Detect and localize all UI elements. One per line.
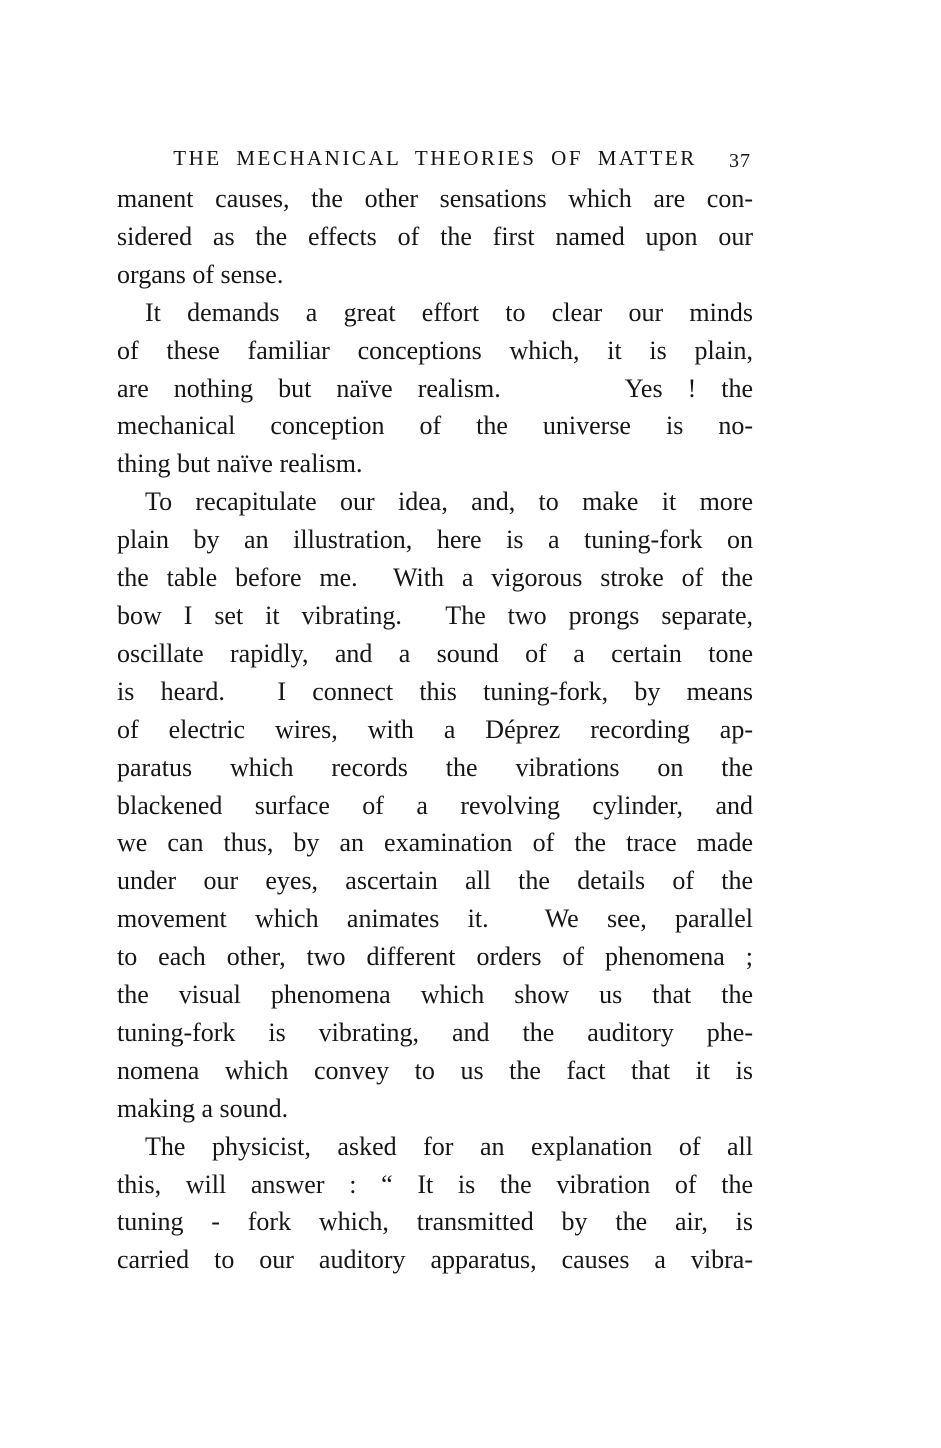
text-line: are nothing but naïve realism. Yes ! the — [117, 373, 753, 403]
text-line: carried to our auditory apparatus, causes a vibra- — [117, 1245, 753, 1275]
text-line: the table before me. With a vigorous stroke of the — [117, 563, 753, 593]
text-line: the visual phenomena which show us that the — [117, 980, 753, 1010]
text-line: of these familiar conceptions which, it is plain, — [117, 335, 753, 365]
text-line: this, will answer : “ It is the vibration of the — [117, 1169, 753, 1199]
text-line: To recapitulate our idea, and, to make it more — [145, 487, 753, 517]
text-line: tuning - fork which, transmitted by the air, is — [117, 1207, 753, 1237]
text-line: under our eyes, ascertain all the details of the — [117, 866, 753, 896]
text-line: blackened surface of a revolving cylinder, and — [117, 790, 753, 820]
text-line: making a sound. — [117, 1093, 289, 1123]
text-line: to each other, two different orders of phenomena ; — [117, 942, 753, 972]
running-header — [117, 146, 753, 174]
text-line: mechanical conception of the universe is no- — [117, 411, 753, 441]
text-line: we can thus, by an examination of the trace made — [117, 828, 753, 858]
text-line: is heard. I connect this tuning-fork, by means — [117, 676, 753, 706]
text-line: oscillate rapidly, and a sound of a certain tone — [117, 638, 753, 668]
text-line: manent causes, the other sensations which are con- — [117, 184, 753, 213]
text-line: movement which animates it. We see, parallel — [117, 904, 753, 934]
text-line: nomena which convey to us the fact that it is — [117, 1055, 753, 1085]
page-number: 37 — [729, 150, 751, 172]
text-line: paratus which records the vibrations on the — [117, 752, 753, 782]
text-line: organs of sense. — [117, 259, 284, 289]
text-line: bow I set it vibrating. The two prongs separate, — [117, 600, 753, 630]
text-line: thing but naïve realism. — [117, 449, 363, 479]
text-line: of electric wires, with a Déprez recording ap- — [117, 714, 753, 744]
running-header-title: THE MECHANICAL THEORIES OF MATTER — [173, 146, 697, 170]
text-line: The physicist, asked for an explanation of all — [145, 1131, 753, 1161]
page-body — [117, 180, 753, 1279]
text-line: It demands a great effort to clear our minds — [145, 297, 753, 327]
text-line: tuning-fork is vibrating, and the auditory phe- — [117, 1017, 753, 1047]
text-line: sidered as the effects of the first named upon our — [117, 221, 753, 251]
text-line: plain by an illustration, here is a tuning-fork on — [117, 525, 753, 555]
